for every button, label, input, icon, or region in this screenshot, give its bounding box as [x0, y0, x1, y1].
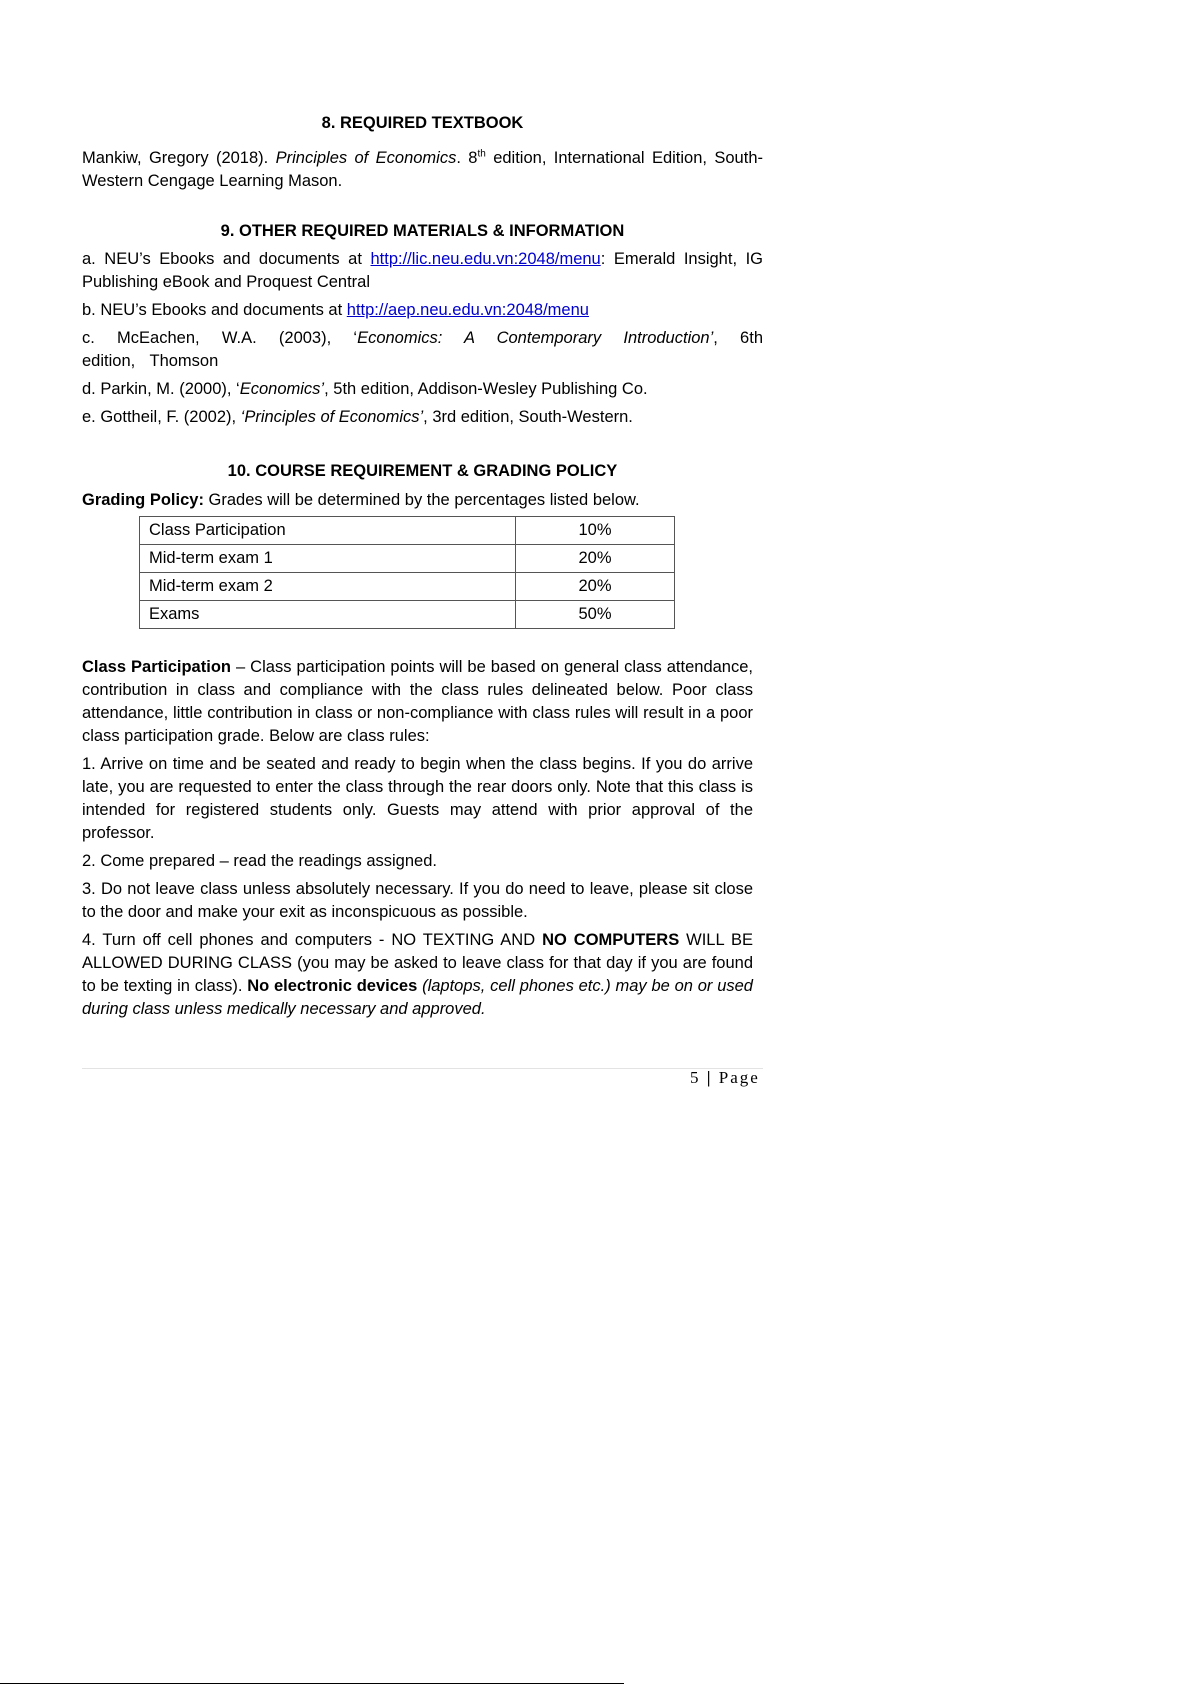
material-item-d: [82, 378, 763, 401]
rule-3: 3. Do not leave class unless absolutely necessary. If you do need to leave, please sit close to the door and make your exit as inconspicuous as possible.: [82, 880, 753, 921]
grading-label: Grading Policy:: [82, 491, 204, 509]
table-cell-item: Mid-term exam 1: [140, 545, 516, 573]
material-item-a: [82, 248, 763, 294]
section-heading: 9. OTHER REQUIRED MATERIALS & INFORMATION: [220, 222, 625, 240]
citation-publisher: edition, International Edition, South-Western Cengage Learning Mason.: [82, 149, 763, 190]
grading-table: [139, 516, 675, 629]
table-row: [140, 545, 675, 573]
material-item-c: [82, 327, 763, 373]
citation-edition: . 8: [456, 149, 478, 167]
table-cell-weight: 20%: [516, 573, 675, 601]
table-cell-weight: 50%: [516, 601, 675, 629]
material-text: b. NEU’s Ebooks and documents at: [82, 301, 347, 319]
material-item-b: [82, 299, 763, 322]
aep-link[interactable]: http://aep.neu.edu.vn:2048/menu: [346, 301, 589, 319]
textbook-citation: [82, 147, 763, 193]
page-footer: [690, 1068, 760, 1088]
material-title: Economics’: [239, 380, 325, 398]
grading-intro: [82, 489, 763, 512]
rule-text: 4. Turn off cell phones and computers - NO TEXTING AND: [82, 931, 543, 949]
citation-sup: th: [477, 148, 486, 160]
bottom-rule: [0, 1683, 600, 1684]
bottom-rule-short: [600, 1683, 624, 1684]
page-separator: |: [706, 1068, 713, 1087]
lic-link[interactable]: http://lic.neu.edu.vn:2048/menu: [370, 250, 601, 268]
class-participation-paragraph: [82, 656, 753, 748]
table-cell-item: Exams: [140, 601, 516, 629]
material-text: : Emerald Insight, IG Publishing eBook and Proquest Central: [82, 250, 763, 291]
section-required-textbook: [82, 112, 763, 193]
material-text: , 5th edition, Addison-Wesley Publishing Co.: [324, 380, 648, 398]
rule-italic: (laptops, cell phones etc.) may be on or used during class unless medically necessary and approved.: [82, 977, 753, 1018]
table-cell-weight: 20%: [516, 545, 675, 573]
table-row: [140, 517, 675, 545]
rule-4: [82, 929, 753, 1021]
citation-title: Principles of Economics: [275, 149, 457, 167]
material-item-e: [82, 406, 763, 429]
page-number: 5: [690, 1068, 701, 1087]
page-label: Page: [718, 1068, 760, 1087]
material-text: , 6th edition, Thomson: [82, 329, 763, 370]
material-text: , 3rd edition, South-Western.: [423, 408, 633, 426]
table-cell-weight: 10%: [516, 517, 675, 545]
material-text: a. NEU’s Ebooks and documents at: [82, 250, 371, 268]
material-text: d. Parkin, M. (2000), ‘: [82, 380, 240, 398]
table-row: [140, 601, 675, 629]
grading-text: Grades will be determined by the percentages listed below.: [203, 491, 640, 509]
rule-emphasis: No electronic devices: [247, 977, 418, 995]
material-text: c. McEachen, W.A. (2003), ‘: [82, 329, 358, 347]
table-cell-item: Class Participation: [140, 517, 516, 545]
material-title: Economics: A Contemporary Introduction’: [357, 329, 714, 347]
rule-emphasis: NO COMPUTERS: [542, 931, 680, 949]
section-heading: 10. COURSE REQUIREMENT & GRADING POLICY: [227, 462, 618, 480]
material-title: ‘Principles of Economics’: [240, 408, 424, 426]
rule-text: WILL BE ALLOWED DURING CLASS (you may be asked to leave class for that day if you are found to be texting in class).: [82, 931, 754, 995]
table-cell-item: Mid-term exam 2: [140, 573, 516, 601]
material-text: e. Gottheil, F. (2002),: [82, 408, 241, 426]
citation-author: Mankiw, Gregory (2018).: [82, 149, 276, 167]
rule-1: 1. Arrive on time and be seated and ready to begin when the class begins. If you do arrive late, you are requested to enter the class through the rear doors only. Note that this class is intended for registered students only. Guests may attend with prior approval of the professor.: [82, 755, 753, 842]
rule-2: 2. Come prepared – read the readings assigned.: [82, 852, 437, 870]
table-row: [140, 573, 675, 601]
footer-divider: [82, 1068, 763, 1069]
section-other-materials: [82, 220, 763, 429]
section-heading: 8. REQUIRED TEXTBOOK: [321, 114, 524, 132]
cp-text: – Class participation points will be based on general class attendance, contribution in class and compliance with the class rules delineated below. Poor class attendance, little contribution in class or non-compliance with class rules will result in a poor class participation grade. Below are class rules:: [82, 658, 753, 745]
cp-label: Class Participation: [82, 658, 231, 676]
class-rules: [82, 656, 753, 1021]
section-grading-policy: [82, 460, 763, 512]
